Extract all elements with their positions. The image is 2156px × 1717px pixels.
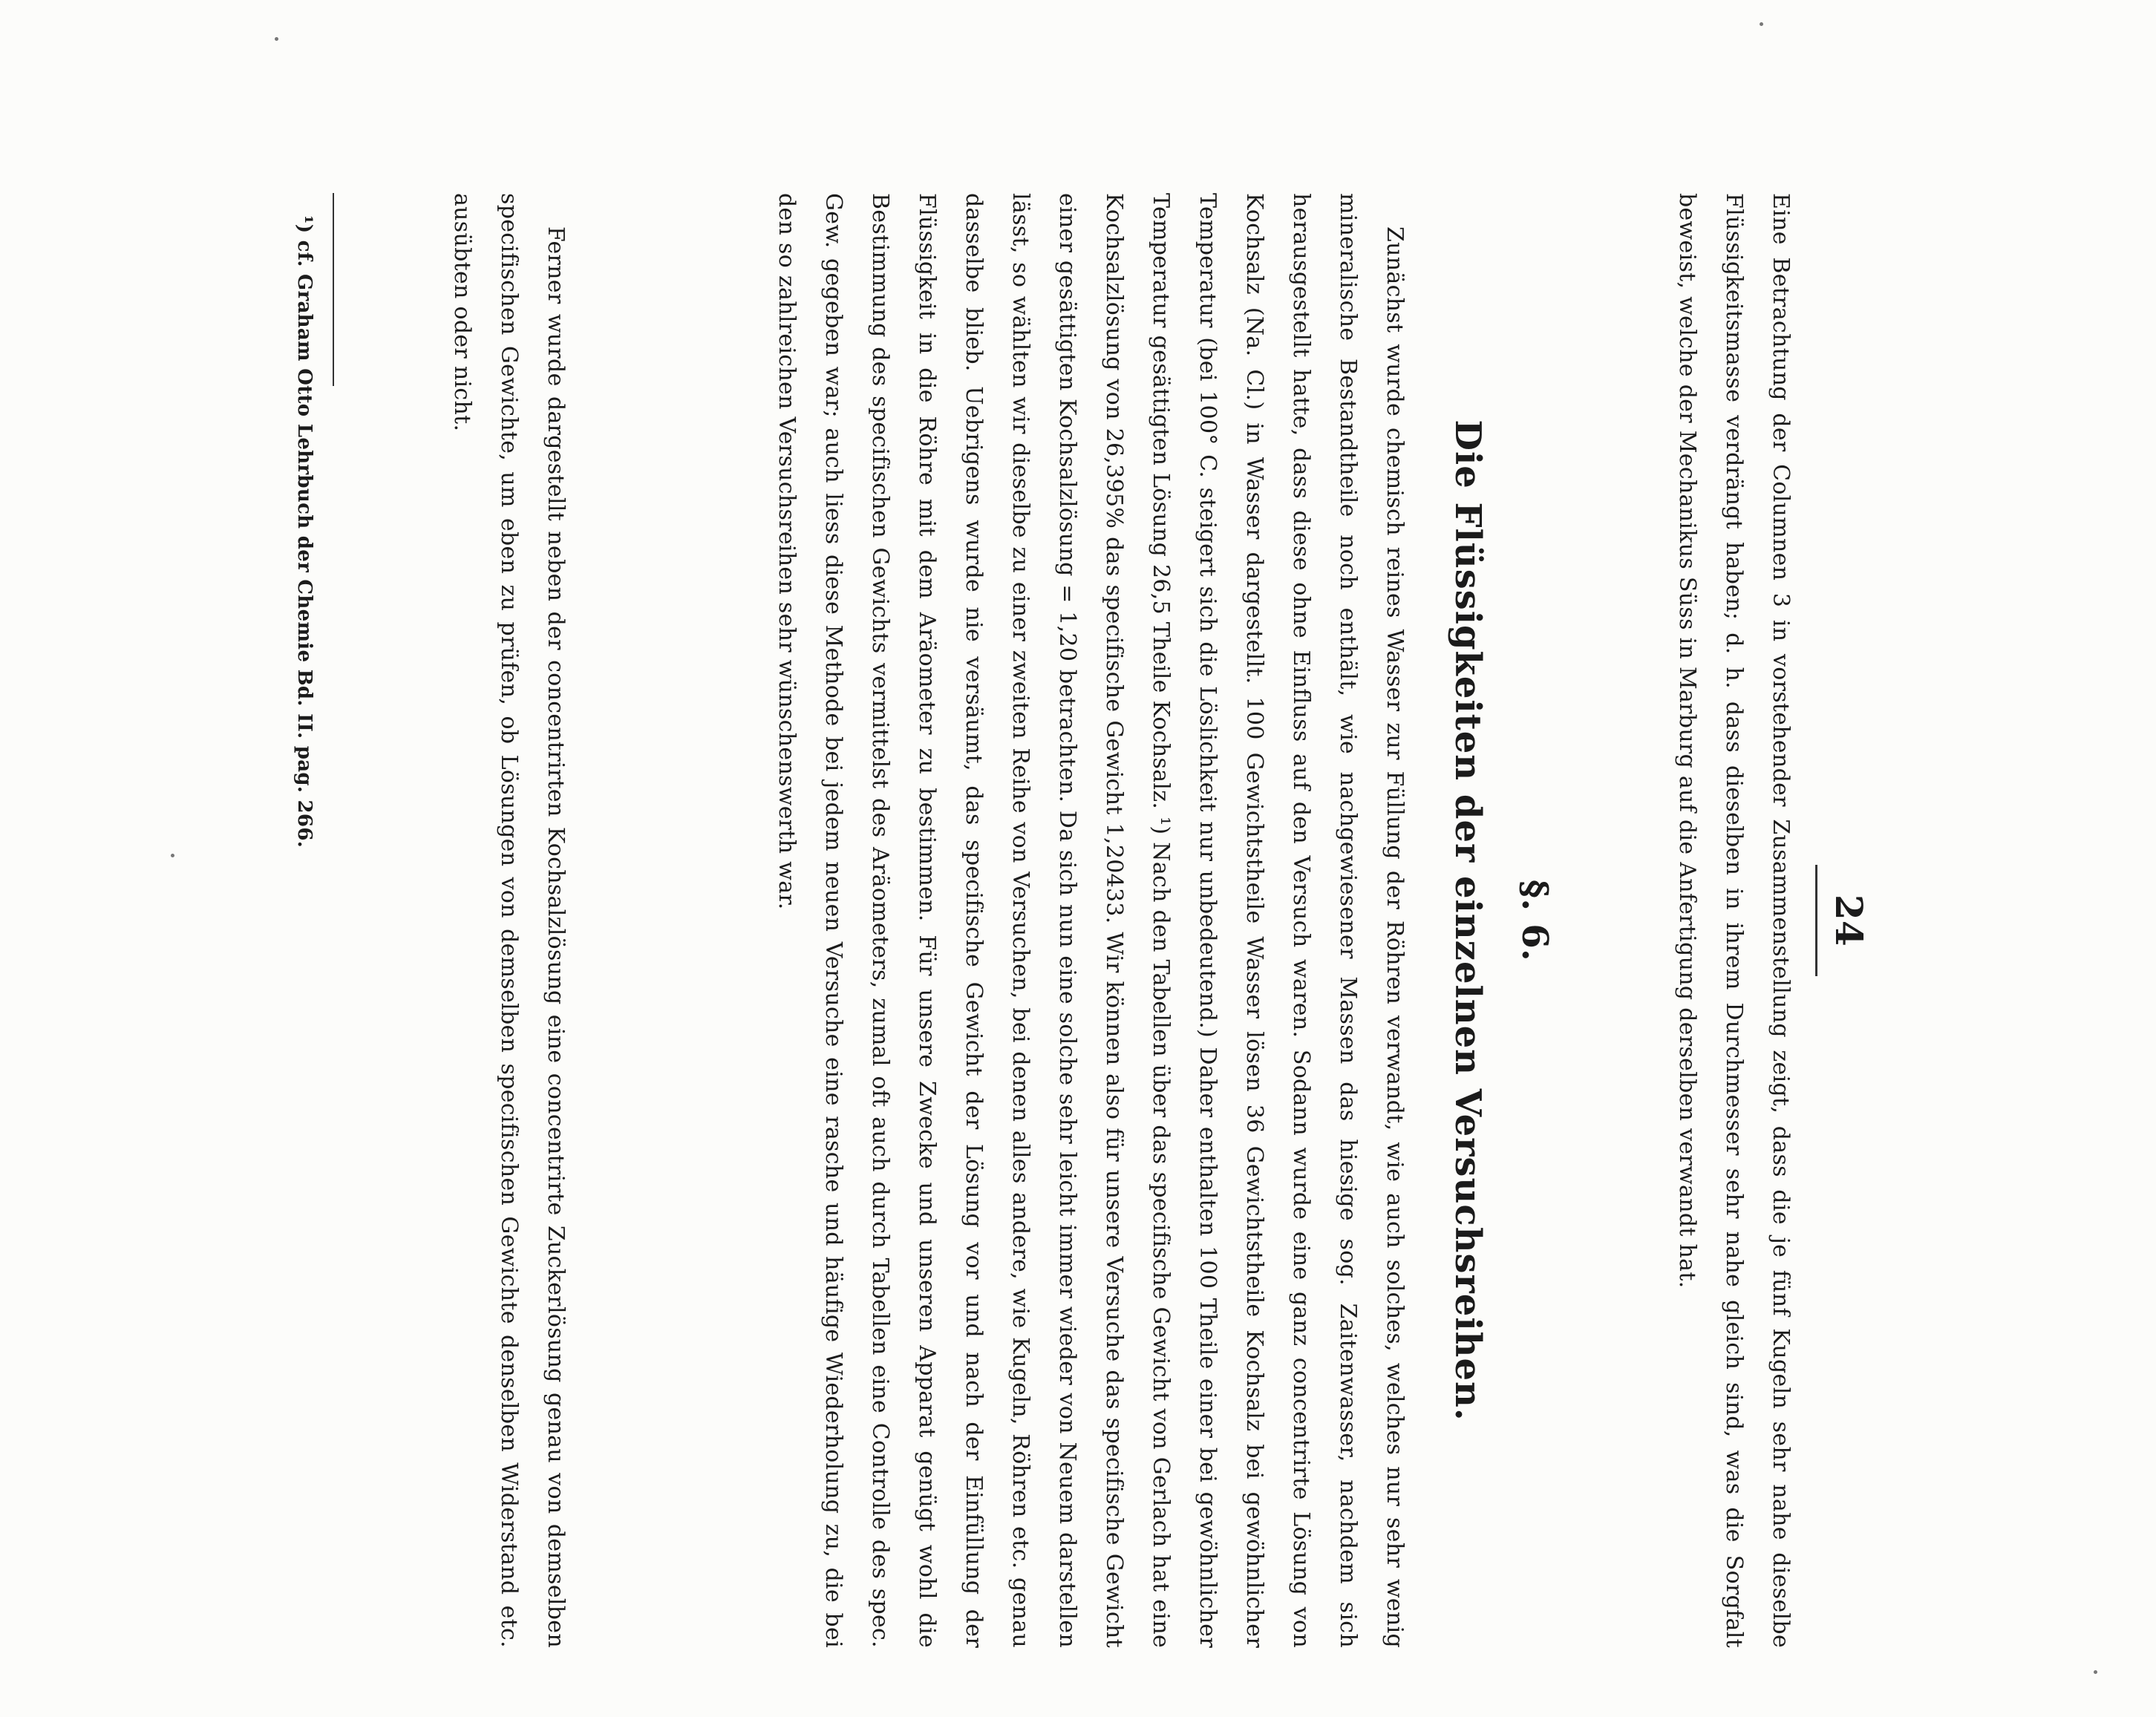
section-mark: §. 6. — [1514, 879, 1555, 962]
page-number-rule — [1815, 865, 1817, 976]
section-heading: Die Flüssigkeiten der einzelnen Versuchsreihen. — [1447, 419, 1489, 1422]
scan-speck — [275, 37, 278, 41]
body-paragraph-2: Ferner wurde dargestellt neben der concentrirten Kochsalzlösung eine concentrirte Zuckerlösung genau von demselben specifischen Gewichte, um eben zu prüfen, ob Lösungen von demselben specifischen Gewichte denselben Widerstand etc. ausübten oder nicht. — [449, 193, 569, 1648]
footnote: ¹) cf. Graham Otto Lehrbuch der Chemie Bd. II. pag. 266. — [293, 215, 316, 848]
scan-speck — [2094, 1670, 2097, 1674]
rotated-text-page — [282, 193, 1901, 1648]
scan-speck — [1760, 22, 1763, 26]
intro-paragraph: Eine Betrachtung der Columnen 3 in vorstehender Zusammenstellung zeigt, dass die je fünf Kugeln sehr nahe dieselbe Flüssigkeitsmasse verdrängt haben; d. h. dass dieselben in ihrem Durchmesser sehr nahe gleich sind, was die Sorgfalt beweist, welche der Mechanikus Süss in Marburg auf die Anfertigung derselben verwandt hat. — [1674, 193, 1794, 1648]
page-number: 24 — [1827, 894, 1871, 947]
footnote-rule — [333, 193, 334, 386]
body-paragraph-1: Zunächst wurde chemisch reines Wasser zur Füllung der Röhren verwandt, wie auch solches, welches nur sehr wenig mineralische Bestandtheile noch enthält, wie nachgewiesener Massen das hiesige sog. Zaitenwasser, nachdem sich herausgestellt hatte, dass diese ohne Einfluss auf den Versuch waren. Sodann wurde eine ganz concentrirte Lösung von Kochsalz (Na. Cl.) in Wasser dargestellt. 100 Gewichtstheile Wasser lösen 36 Gewichtstheile Kochsalz bei gewöhnlicher Temperatur (bei 100° C. steigert sich die Löslichkeit nur unbedeutend.) Daher enthalten 100 Theile einer bei gewöhnlicher Temperatur gesättigten Lösung 26,5 Theile Kochsalz. ¹) Nach den Tabellen über das specifische Gewicht von Gerlach hat eine Kochsalzlösung von 26,395% das specifische Gewicht 1,20433. Wir können also für unsere Versuche das specifische Gewicht einer gesättigten Kochsalzlösung = 1,20 betrachten. Da sich nun eine solche sehr leicht immer wieder von Neuem darstellen lässt, so wählten wir dieselbe zu einer zweiten Reihe von Versuchen, bei denen alles andere, wie Kugeln, Röhren etc. genau dasselbe blieb. Uebrigens wurde nie versäumt, das specifische Gewicht der Lösung vor und nach der Einfüllung der Flüssigkeit in die Röhre mit dem Aräometer zu bestimmen. Für unsere Zwecke und unseren Apparat genügt wohl die Bestimmung des specifischen Gewichts vermittelst des Aräometers, zumal oft auch durch Tabellen eine Controlle des spec. Gew. gegeben war; auch liess diese Methode bei jedem neuen Versuche eine rasche und häufige Wiederholung zu, die bei den so zahlreichen Versuchsreihen sehr wünschenswerth war. — [774, 193, 1408, 1648]
scan-speck — [171, 854, 174, 857]
